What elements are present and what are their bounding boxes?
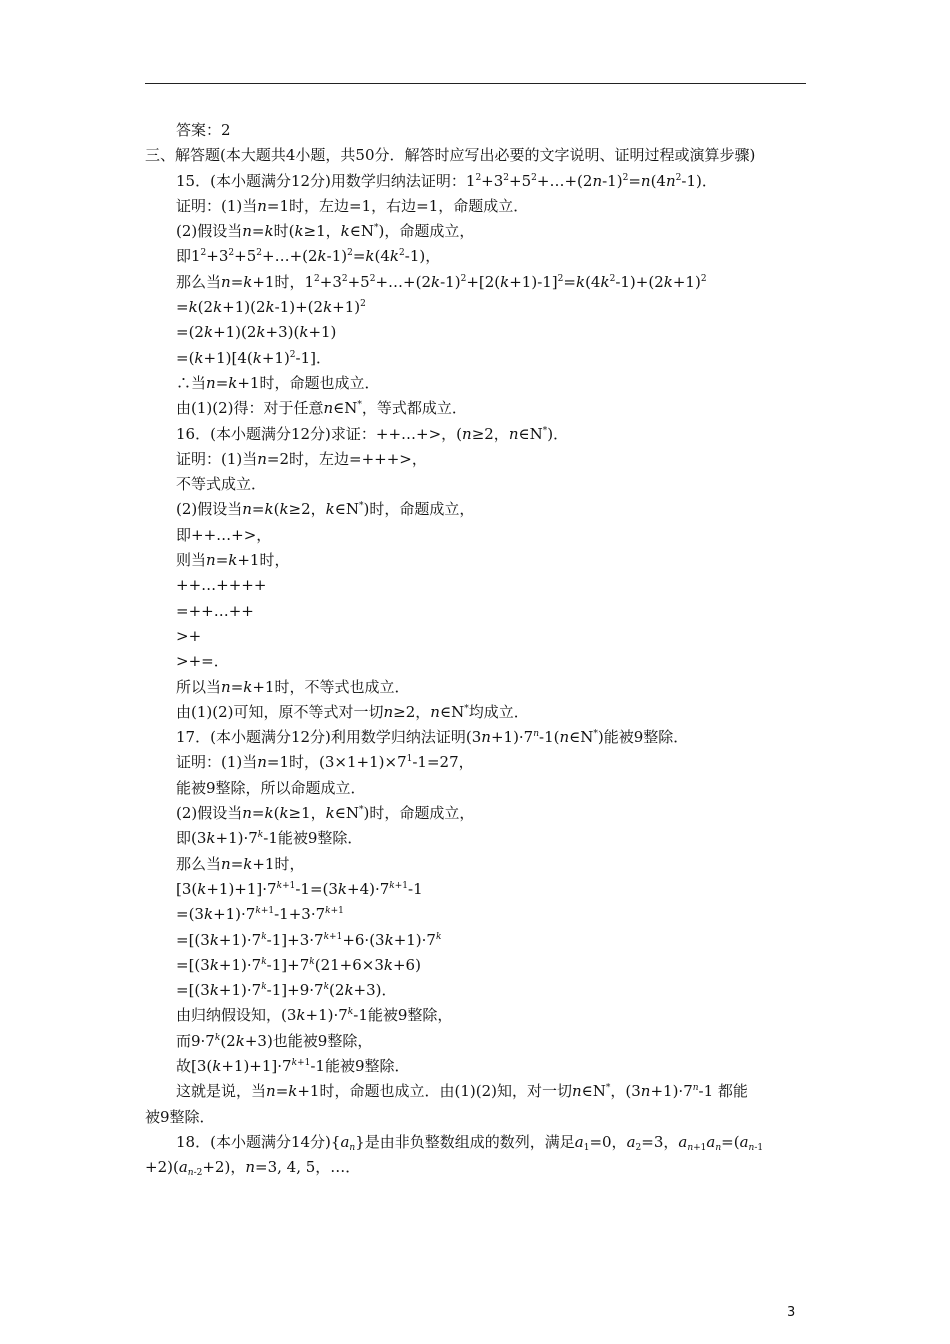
p17-also: 而$9\cdot 7^k(2k+3)$也能被9整除， [176,1031,373,1050]
p15-conclusion: 由(1)(2)得：对于任意n∈N*，等式都成立． [176,399,467,418]
problem-18-statement-2: $+2)(a_{n-2}+2)$，n=3, 4, 5，…． [145,1158,361,1179]
p16-proof-step2: (2)假设当n=k(k≥2，k∈N*)时，命题成立， [176,500,475,519]
p16-proof-step1: 证明：(1)当n=2时，左边=+++>， [176,449,427,468]
p17-final-1: 这就是说，当n=k+1时，命题也成立．由(1)(2)知，对一切n∈N*，$(3n+1)\cdot 7^n-1$ 都能 [176,1082,748,1101]
p15-eq3: $=(k+1)[4(k+1)^2-1]$． [176,348,331,367]
p16-l4: >+=． [176,652,229,671]
problem-16-statement: 16．(本小题满分12分)求证：++…+>，(n≥2，n∈N*)． [176,424,569,443]
p17-then: 那么当n=k+1时， [176,854,305,873]
section-heading: 三、解答题(本大题共4小题，共50分．解答时应写出必要的文字说明、证明过程或演算步骤) [145,146,756,165]
p15-ih: 即$1^2+3^2+5^2+\dots+(2k-1)^2=k(4k^2-1)$， [176,247,441,266]
problem-18-statement-1: 18．(本小题满分14分)$\{a_n\}$是由非负整数组成的数列，满足$a_1=0$，$a_2=3$，$a_{n+1}a_n=(a_{n-1}$ [176,1132,764,1153]
p17-eq3: $=[(3k+1)\cdot 7^k-1]+3\cdot 7^{k+1}+6\cdot(3k+1)\cdot 7^k$ [176,930,442,949]
p17-hence: 故$[3(k+1)+1]\cdot 7^{k+1}-1$能被9整除． [176,1056,410,1075]
p17-eq1: $[3(k+1)+1]\cdot 7^{k+1}-1=(3k+4)\cdot 7^{k+1}-1$ [176,879,423,898]
p15-step: 那么当n=k+1时，$1^2+3^2+5^2+\dots+(2k-1)^2+[2(k+1)-1]^2=k(4k^2-1)+(2k+1)^2$ [176,272,707,291]
document-body [145,118,809,1180]
p17-div9: 能被9整除，所以命题成立． [176,778,366,797]
p17-proof-step1: 证明：(1)当n=1时，$(3\times 1+1)\times 7^1-1=27$， [176,753,474,772]
p15-eq2: =(2k+1)(2k+3)(k+1) [176,323,337,342]
p16-conclusion: 由(1)(2)可知，原不等式对一切n≥2，n∈N*均成立． [176,702,529,721]
p15-proof-step2: (2)假设当n=k时(k≥1，k∈N*)，命题成立， [176,222,475,241]
p17-eq2: $=(3k+1)\cdot 7^{k+1}-1+3\cdot 7^{k+1}$ [176,905,344,924]
p16-then: 则当n=k+1时， [176,551,290,570]
p17-by-ih: 由归纳假设知，$(3k+1)\cdot 7^k-1$能被9整除， [176,1006,453,1025]
p17-eq4: $=[(3k+1)\cdot 7^k-1]+7^k(21+6\times 3k+6)$ [176,955,421,974]
p16-l2: =++…++ [176,601,254,620]
problem-17-statement: 17．(本小题满分12分)利用数学归纳法证明$(3n+1)\cdot 7^n-1(n\in N^*)$能被9整除． [176,728,689,747]
p16-l3: >+ [176,626,202,645]
p17-proof-step2: (2)假设当n=k(k≥1，k∈N*)时，命题成立， [176,804,475,823]
p16-ineq-ok: 不等式成立． [176,475,267,494]
p15-therefore: ∴当n=k+1时，命题也成立． [176,373,380,392]
p15-eq1: $=k(2k+1)(2k-1)+(2k+1)^2$ [176,298,366,317]
page-number: 3 [787,1305,796,1320]
p15-proof-step1: 证明：(1)当n=1时，左边=1，右边=1，命题成立． [176,196,529,215]
p16-ih: 即++…+>， [176,525,272,544]
header-rule [145,83,806,84]
problem-15-statement: 15．(本小题满分12分)用数学归纳法证明：$1^2+3^2+5^2+\dots+(2n-1)^2=n(4n^2-1)$． [176,171,717,190]
p16-l1: ++…++++ [176,576,267,595]
answer-line: 答案：2 [176,121,231,139]
p17-ih: 即$(3k+1)\cdot 7^k-1$能被9整除． [176,829,363,848]
p16-so: 所以当n=k+1时，不等式也成立． [176,677,410,696]
p17-final-2: 被9整除． [145,1107,215,1126]
p17-eq5: $=[(3k+1)\cdot 7^k-1]+9\cdot 7^k(2k+3)$． [176,981,397,1000]
